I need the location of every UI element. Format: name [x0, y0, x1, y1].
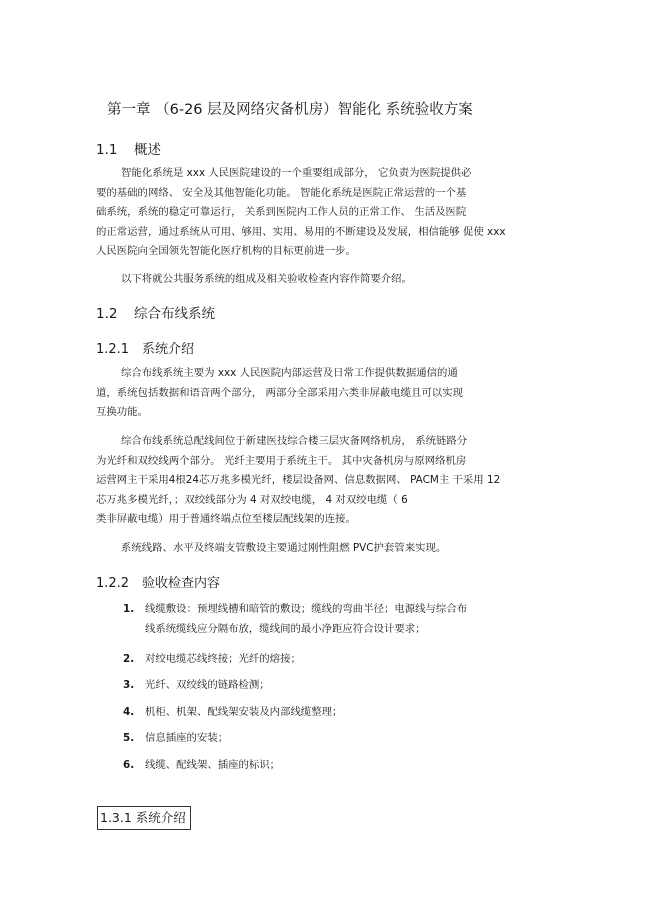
section-number: 1.1	[96, 142, 118, 158]
section-heading-1-1	[96, 138, 161, 158]
text-line: 综合布线系统主要为 xxx 人民医院内部运营及日常工作提供数据通信的通	[121, 367, 458, 379]
section-number: 1.2	[96, 306, 118, 322]
item-text: 线缆敷设：预埋线槽和暗管的敷设；缆线的弯曲半径；电源线与综合布	[145, 603, 468, 615]
text-line: 类非屏蔽电缆）用于普通终端点位至楼层配线架的连接。	[96, 513, 356, 526]
item-number: 2.	[123, 653, 135, 665]
text-line: 础系统，系统的稳定可靠运行， 关系到医院内工作人员的正常工作、 生活及医院	[96, 206, 467, 219]
boxed-heading-1-3-1: 1.3.1 系统介绍	[97, 806, 191, 830]
chapter-title: 第一章 （6-26 层及网络灾备机房）智能化 系统验收方案	[107, 102, 473, 118]
text-line: 综合布线系统总配线间位于新建医技综合楼三层灾备网络机房， 系统链路分	[121, 435, 468, 447]
item-number: 6.	[123, 759, 135, 771]
text-line: 人民医院向全国领先智能化医疗机构的目标更前进一步。	[96, 245, 356, 258]
item-number: 4.	[123, 706, 135, 718]
text-line: 运营网主干采用4根24芯万兆多模光纤，楼层设备网、信息数据网、 PACM主 干采用 12	[96, 474, 501, 487]
section-number: 1.2.1	[96, 342, 130, 357]
item-number: 5.	[123, 732, 135, 744]
item-text: 对绞电缆芯线终接；光纤的熔接；	[145, 653, 301, 665]
text-line: 要的基础的网络、 安全及其他智能化功能。 智能化系统是医院正常运营的一个基	[96, 186, 467, 199]
section-heading-1-2-1	[96, 338, 194, 357]
paragraph-intro: 以下将就公共服务系统的组成及相关验收检查内容作简要介绍。	[121, 273, 412, 285]
text-line: 为光纤和双绞线两个部分。 光纤主要用于系统主干。 其中灾备机房与原网络机房	[96, 454, 467, 467]
paragraph-conduit: 系统线路、水平及终端支管敷设主要通过刚性阻燃 PVC护套管来实现。	[121, 542, 447, 554]
item-number: 3.	[123, 679, 135, 691]
item-text: 线系统缆线应分隔布放，缆线间的最小净距应符合设计要求；	[145, 623, 426, 635]
text-line: 的正常运营，通过系统从可用、够用、实用、易用的不断建设及发展，相信能够 促使 xxx	[96, 225, 506, 238]
item-text: 信息插座的安装；	[145, 732, 229, 744]
text-line: 道，系统包括数据和语音两个部分， 两部分全部采用六类非屏蔽电缆且可以实现	[96, 386, 463, 399]
paragraph-overview	[0, 164, 506, 262]
text-line: 智能化系统是 xxx 人民医院建设的一个重要组成部分， 它负责为医院提供必	[121, 167, 472, 179]
paragraph-cabling-intro	[0, 364, 463, 423]
section-heading-1-2	[96, 302, 215, 322]
text-line: 芯万兆多模光纤，；双绞线部分为 4 对双绞电缆， 4 对双绞电缆（ 6	[96, 493, 408, 506]
section-title: 系统介绍	[142, 342, 195, 357]
item-text: 机柜、机架、配线架安装及内部线缆整理；	[145, 706, 343, 718]
paragraph-cabling-detail	[0, 432, 500, 530]
section-number: 1.2.2	[96, 576, 130, 591]
item-text: 光纤、双绞线的链路检测；	[145, 679, 270, 691]
section-heading-1-2-2	[96, 572, 220, 591]
section-title: 综合布线系统	[134, 306, 215, 322]
section-title: 概述	[134, 142, 161, 158]
text-line: 互换功能。	[96, 406, 148, 419]
section-title: 验收检查内容	[142, 576, 221, 591]
item-text: 线缆、配线架、插座的标识；	[145, 759, 281, 771]
item-number: 1.	[123, 603, 135, 615]
